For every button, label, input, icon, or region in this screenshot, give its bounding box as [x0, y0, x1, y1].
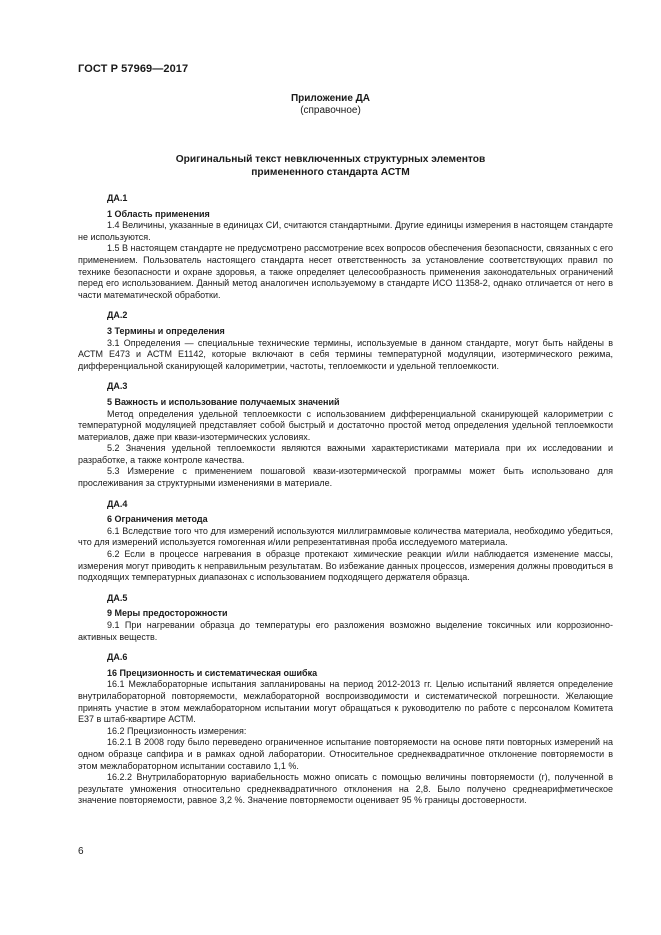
section-id: ДА.3 [107, 381, 128, 392]
section-id: ДА.2 [107, 310, 128, 321]
paragraph: 16.2 Прецизионность измерения: [107, 725, 247, 736]
document-code: ГОСТ Р 57969—2017 [78, 63, 189, 75]
section-id: ДА.4 [107, 498, 128, 509]
document-body [78, 193, 613, 807]
paragraph: 5.2 Значения удельной теплоемкости являются важными характеристиками материала при их исследовании и разработке, а также контроле качества. [78, 443, 613, 465]
paragraph: 5.3 Измерение с применением пошаговой квази-изотермической программы может быть использовано для прослеживания за структурными изменениями в материале. [78, 466, 613, 489]
section-heading: 1 Область применения [107, 208, 210, 219]
section-heading: 3 Термины и определения [107, 325, 225, 336]
section-heading: 16 Прецизионность и систематическая ошибка [107, 667, 318, 678]
main-title-line2: примененного стандарта АСТМ [251, 167, 410, 178]
section-heading: 5 Важность и использование получаемых значений [107, 396, 340, 407]
section-heading: 9 Меры предосторожности [107, 608, 228, 619]
paragraph: 16.2.2 Внутрилабораторную вариабельность можно описать с помощью величины повторяемости (r), полученной в результате умножения относительно среднеквадратичного отклонения на 2,8. Было получено среднеарифметическое значение повторяемости, равное 3,2 %. Значение повторяемости оценивает 95 % границы достоверности. [78, 772, 613, 806]
paragraph: 9.1 При нагревании образца до температуры его разложения возможно выделение токсичных или коррозионно-активных веществ. [78, 620, 613, 642]
paragraph: 6.1 Вследствие того что для измерений используются миллиграммовые количества материала, необходимо убедиться, что для измерений используется гомогенная и/или репрезентативная проба исследуемого материала. [78, 525, 613, 548]
section-heading: 6 Ограничения метода [107, 514, 208, 525]
paragraph: 6.2 Если в процессе нагревания в образце протекают химические реакции и/или наблюдается изменение массы, измерения могут приводить к неправильным результатам. Во избежание данных процессов, измерения должны проводиться в подходящих температурных диапазонах с использованием подходящего держателя образца. [78, 549, 613, 583]
paragraph: Метод определения удельной теплоемкости с использованием дифференциальной сканирующей калориметрии с температурной модуляцией представляет собой быстрый и достаточно простой метод определения удельной теплоемкости материалов, даже при квази-изотермических условиях. [78, 408, 613, 442]
paragraph: 16.2.1 В 2008 году было переведено ограниченное испытание повторяемости на основе пяти повторных измерений на одном образце сапфира и в рамках одной лаборатории. Относительное среднеквадратичное отклонение повторяемости в этом межлабораторном испытании составило 1,1 %. [78, 737, 613, 771]
main-title-line1: Оригинальный текст невключенных структурных элементов [175, 154, 486, 165]
paragraph: 3.1 Определения — специальные технические термины, используемые в данном стандарте, могут быть найдены в АСТМ Е473 и АСТМ Е1142, которые включают в себя термины температурной модуляции, изотермического режима, дифференциальной сканирующей калориметрии, частоты, теплоемкости и удельной теплоемкости. [78, 337, 613, 371]
section-id: ДА.5 [107, 592, 128, 603]
annex-subtitle: (справочное) [300, 105, 361, 116]
annex-title: Приложение ДА [290, 93, 371, 104]
page-number: 6 [78, 846, 84, 857]
paragraph: 1.5 В настоящем стандарте не предусмотрено рассмотрение всех вопросов обеспечения безопасности, связанных с его применением. Пользователь настоящего стандарта несет ответственность за установление соответствующих правил по технике безопасности и охране здоровья, а также определяет целесообразность применения законодательных ограничений перед его использованием. Данный метод аналогичен используемому в стандарте ИСО 11358-2, однако отличается от него в части математической обработки. [78, 243, 613, 300]
section-id: ДА.6 [107, 652, 128, 663]
paragraph: 1.4 Величины, указанные в единицах СИ, считаются стандартными. Другие единицы измерения в настоящем стандарте не используются. [78, 220, 613, 242]
section-id: ДА.1 [107, 193, 128, 203]
paragraph: 16.1 Межлабораторные испытания запланированы на период 2012-2013 гг. Целью испытаний является определение внутрилабораторной повторяемости, межлабораторной воспроизводимости и систематической погрешности. Желающие принять участие в этом межлабораторном испытании могут обращаться к руководителю по работе с персоналом Комитета Е37 в штаб-квартире АСТМ. [78, 679, 613, 725]
